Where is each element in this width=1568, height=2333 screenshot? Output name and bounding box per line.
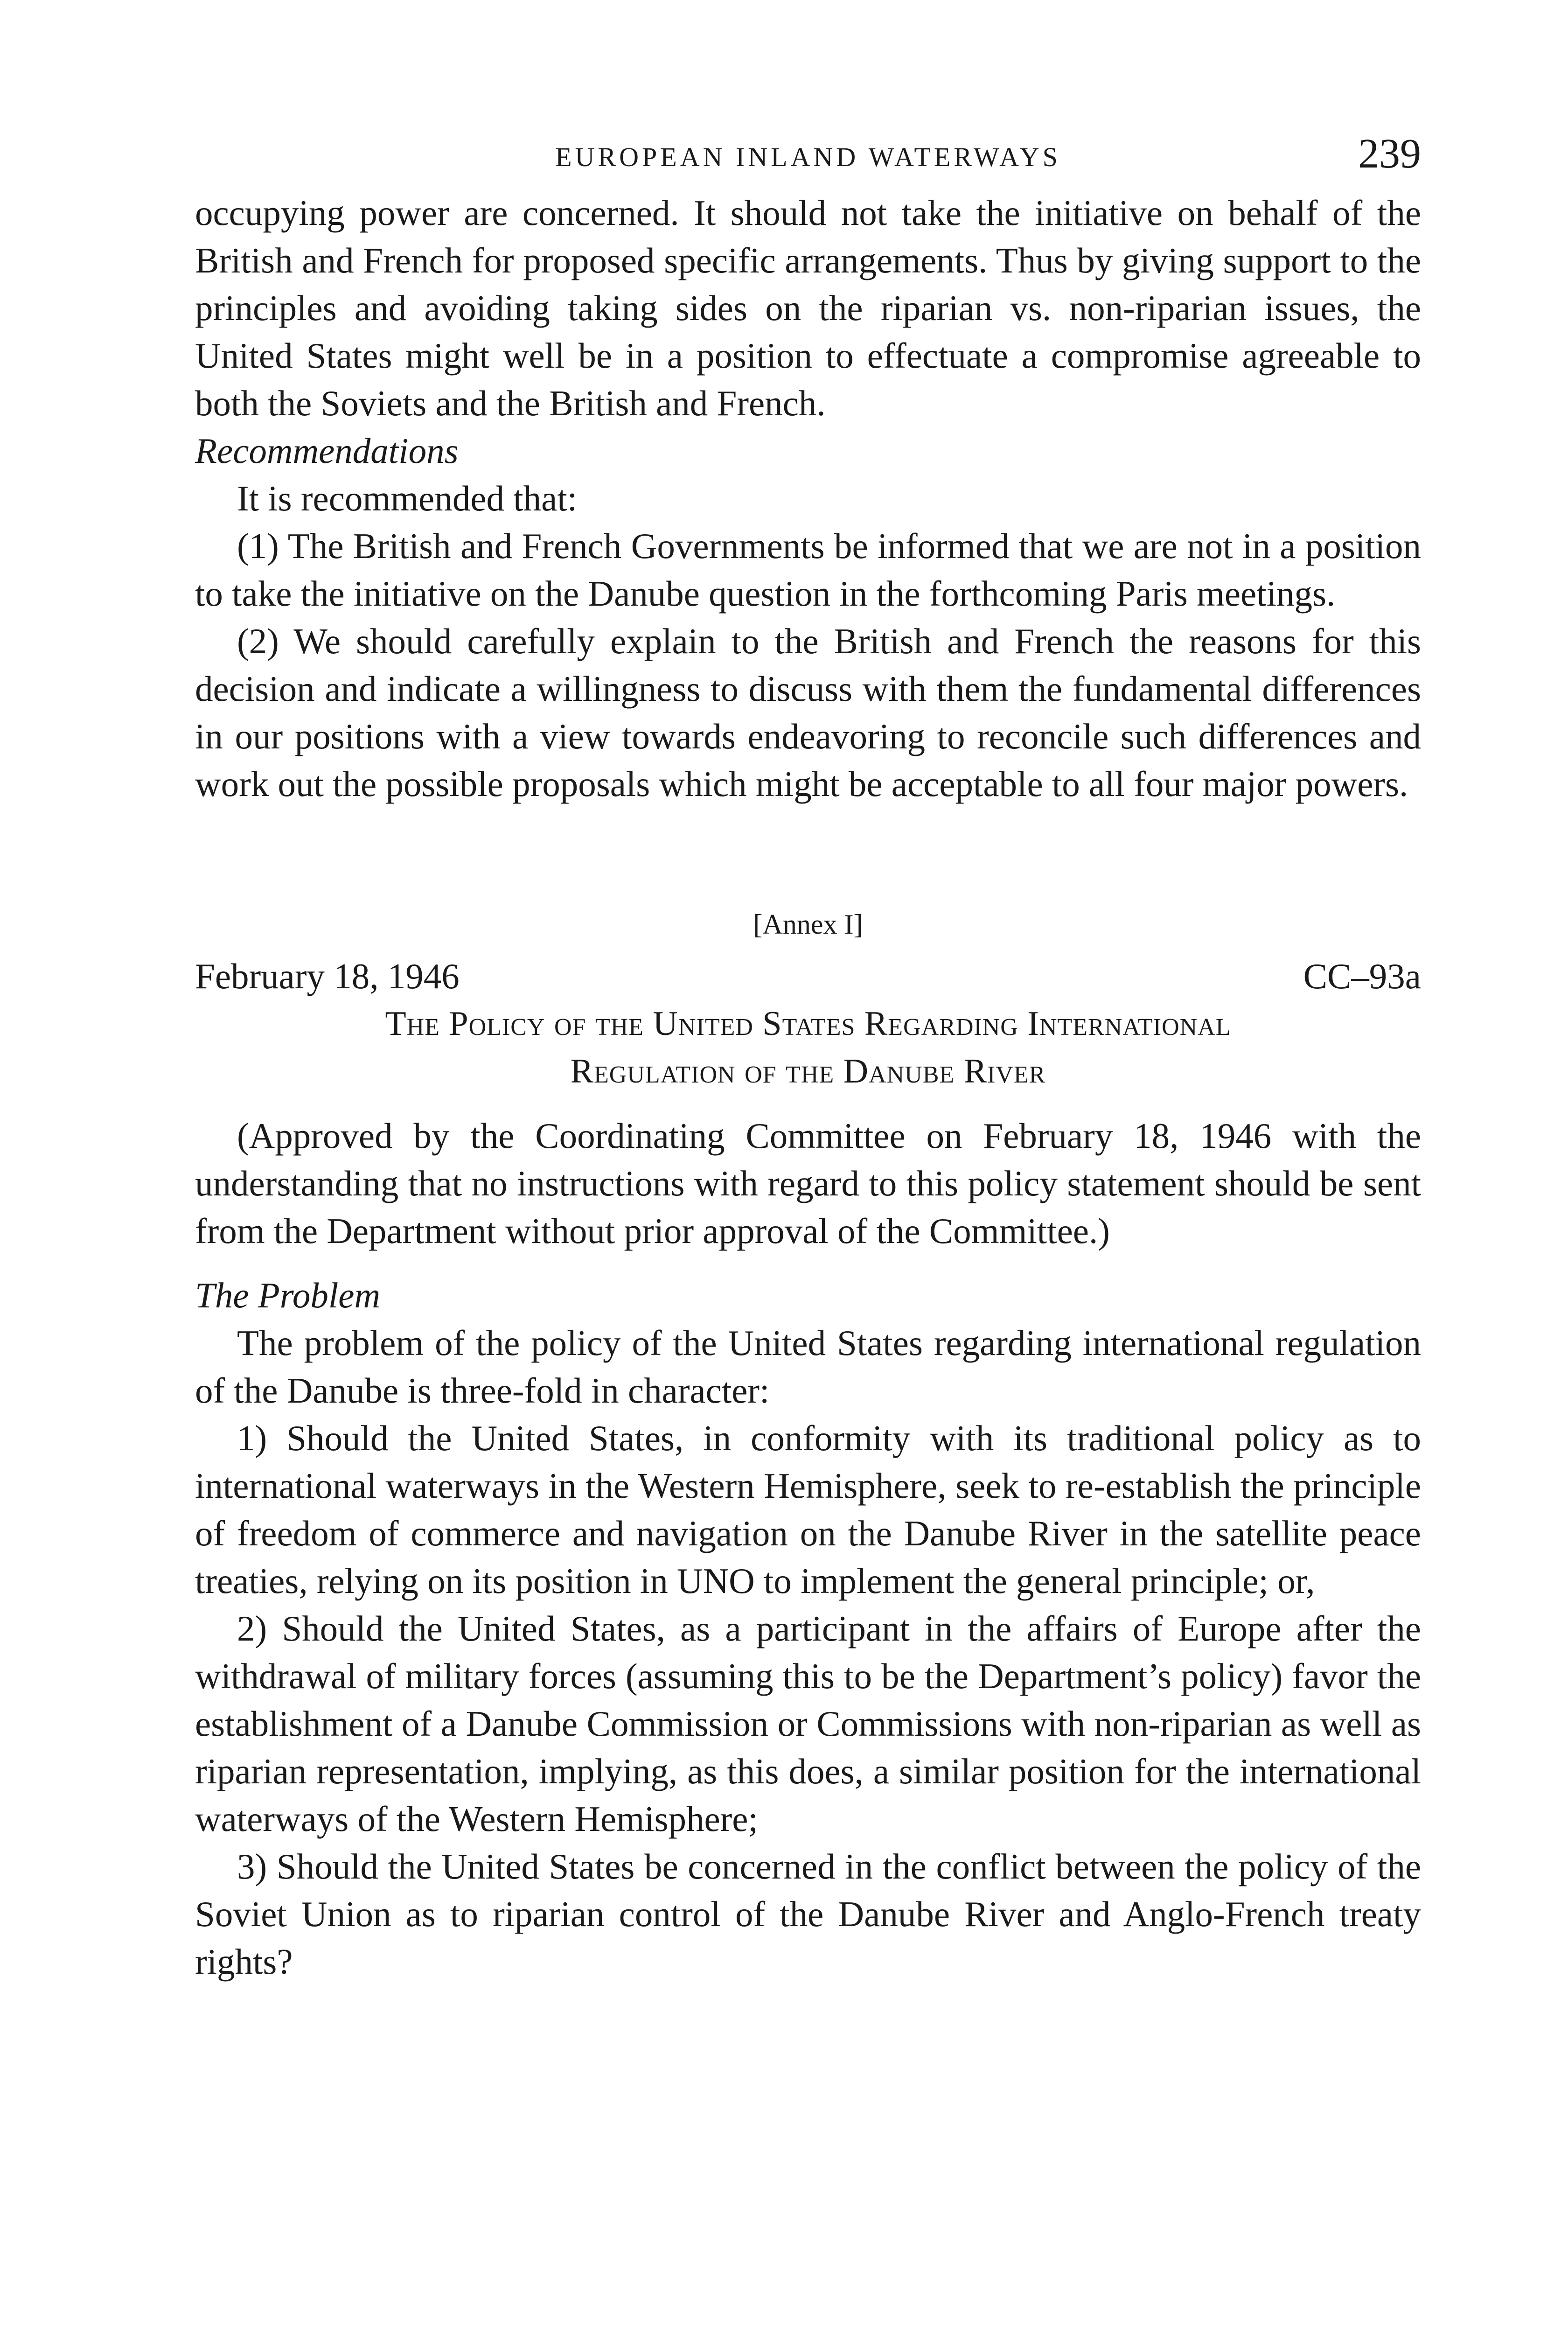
annex-date: February 18, 1946 <box>195 956 460 996</box>
recommendations-heading: Recommendations <box>195 431 459 471</box>
recommendation-item: (1) The British and French Governments be informed that we are not in a position to take the initiative on the Danube question in the forthcoming Paris meetings. <box>195 526 1421 614</box>
opening-paragraph: occupying power are concerned. It should not take the initiative on behalf of the British and French for proposed specific arrangements. Thus by giving support to the principles and avoiding taking sides on the riparian vs. non-riparian issues, the United States might well be in a position to effectuate a compromise agreeable to both the Soviets and the British and French. <box>195 193 1421 423</box>
recommendations-intro: It is recommended that: <box>237 478 578 518</box>
problem-point: 2) Should the United States, as a participant in the affairs of Europe after the withdrawal of military forces (assuming this to be the Department’s policy) favor the establishment of a Danube Commission or Commissions with non-riparian as well as riparian representation, implying, as this does, a similar position for the international waterways of the Western Hemisphere; <box>195 1608 1421 1839</box>
annex-code: CC–93a <box>1303 956 1421 996</box>
document-page <box>195 133 1421 1985</box>
approval-note: (Approved by the Coordinating Committee on February 18, 1946 with the understanding that no instructions with regard to this policy statement should be sent from the Department without prior approval of the Committee.) <box>195 1116 1421 1251</box>
annex-title-line-1: The Policy of the United States Regarding International <box>385 1005 1231 1043</box>
annex-title-line-2: Regulation of the Danube River <box>570 1052 1046 1090</box>
running-head <box>195 133 1421 189</box>
annex-dateline <box>195 952 1421 1000</box>
problem-intro: The problem of the policy of the United States regarding international regulation of the Danube is three-fold in character: <box>195 1323 1421 1411</box>
problem-point: 1) Should the United States, in conformity with its traditional policy as to international waterways in the Western Hemisphere, seek to re-establish the principle of freedom of commerce and navigation on the Danube River in the satellite peace treaties, relying on its position in UNO to implement the general principle; or, <box>195 1418 1421 1601</box>
problem-point: 3) Should the United States be concerned in the conflict between the policy of the Soviet Union as to riparian control of the Danube River and Anglo-French treaty rights? <box>195 1846 1421 1982</box>
recommendation-item: (2) We should carefully explain to the British and French the reasons for this decision and indicate a willingness to discuss with them the fundamental differences in our positions with a view towards endeavoring to reconcile such differences and work out the possible proposals which might be acceptable to all four major powers. <box>195 621 1421 804</box>
annex-label: [Annex I] <box>753 909 863 940</box>
page-number: 239 <box>1358 131 1421 177</box>
running-title: EUROPEAN INLAND WATERWAYS <box>555 142 1061 172</box>
problem-heading: The Problem <box>195 1275 381 1315</box>
